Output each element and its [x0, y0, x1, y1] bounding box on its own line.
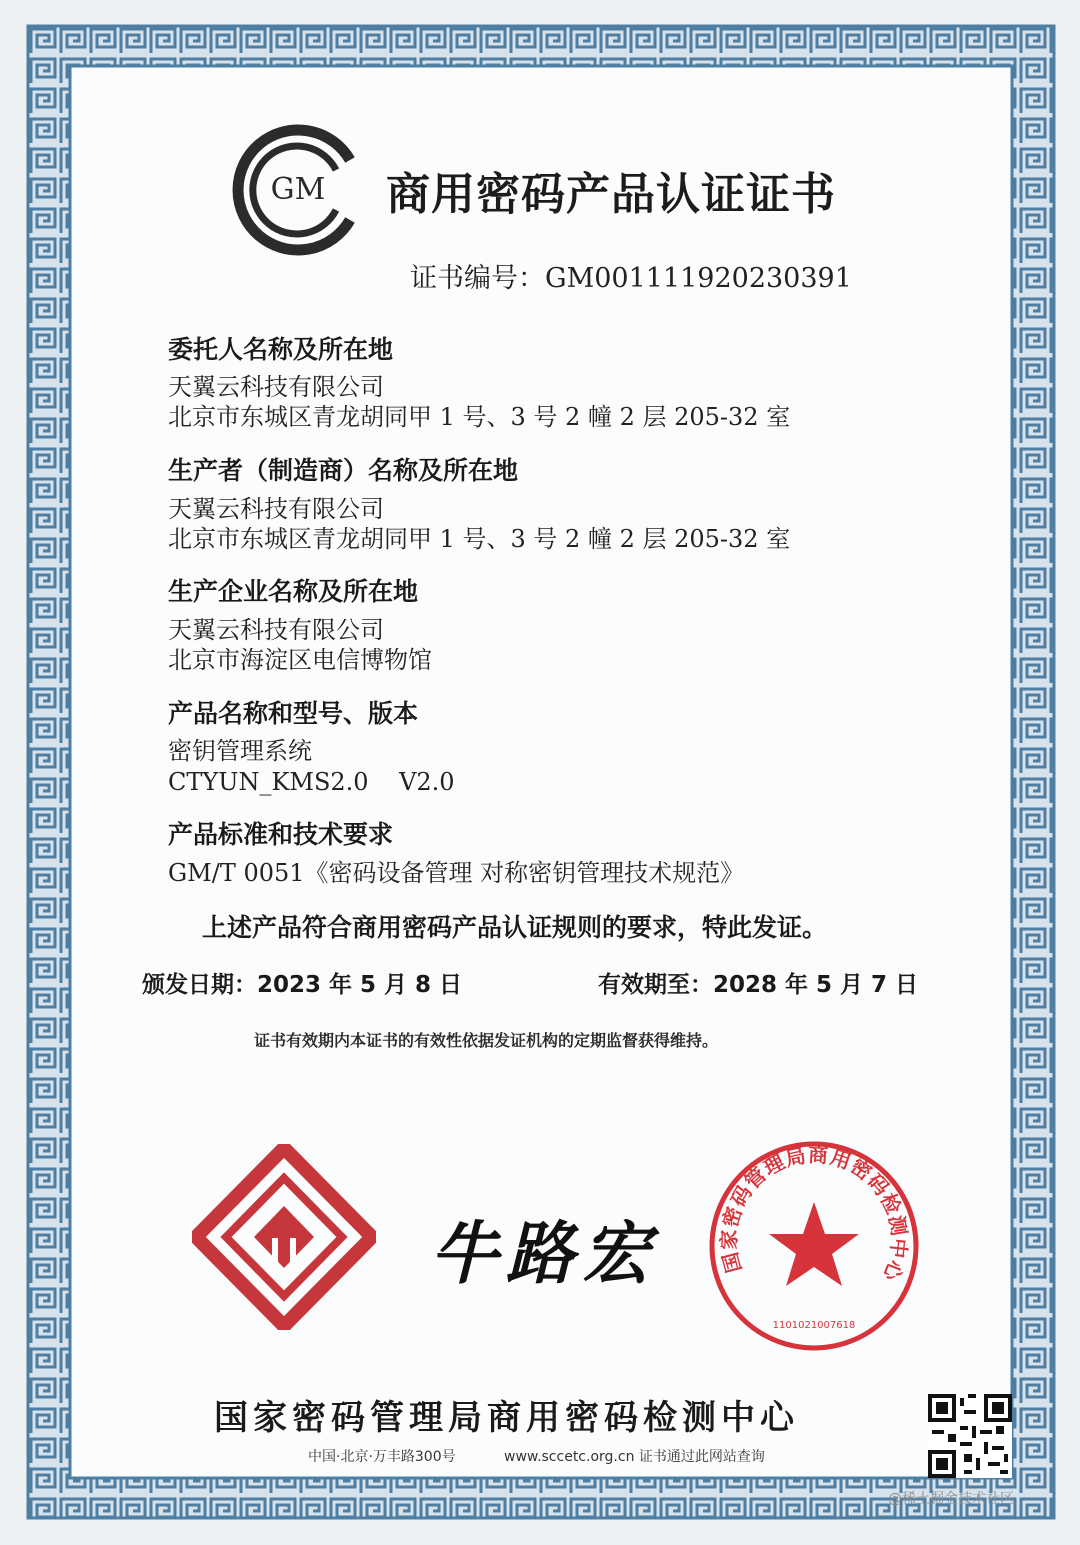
section-line: 北京市东城区青龙胡同甲 1 号、3 号 2 幢 2 层 205-32 室	[168, 525, 791, 553]
seal-number: 1101021007618	[772, 1320, 856, 1331]
section-line: 天翼云科技有限公司	[168, 373, 384, 401]
issuing-authority: 国家密码管理局商用密码检测中心	[214, 1398, 799, 1438]
certificate-number-label: 证书编号：	[410, 263, 545, 294]
footer-website: www.sccetc.org.cn 证书通过此网站查询	[504, 1449, 765, 1465]
conformity-statement: 上述产品符合商用密码产品认证规则的要求，特此发证。	[202, 913, 828, 942]
seal-text: 国家密码管理局商用密码检测中心	[716, 1142, 912, 1286]
certificate-number-value: GM001111920230391	[545, 263, 852, 294]
section-heading-product: 产品名称和型号、版本	[168, 699, 419, 728]
certificate-number	[410, 256, 852, 295]
issue-date: 颁发日期：2023 年 5 月 8 日	[142, 972, 463, 998]
official-seal-icon	[706, 1138, 922, 1354]
qr-code-icon	[928, 1394, 1012, 1478]
watermark-text: @稀土掘金技术社区	[888, 1491, 1014, 1507]
section-heading-production: 生产企业名称及所在地	[168, 577, 419, 606]
section-line: 北京市海淀区电信博物馆	[168, 646, 432, 674]
section-line: 天翼云科技有限公司	[168, 495, 384, 523]
section-heading-client: 委托人名称及所在地	[168, 335, 394, 364]
section-heading-standard: 产品标准和技术要求	[168, 820, 394, 849]
director-signature: 牛路宏	[430, 1214, 659, 1294]
section-line: 天翼云科技有限公司	[168, 616, 384, 644]
validity-note: 证书有效期内本证书的有效性依据发证机构的定期监督获得维持。	[254, 1031, 719, 1050]
section-line: 密钥管理系统	[168, 737, 312, 765]
authority-emblem-icon	[192, 1144, 376, 1330]
section-heading-manufacturer: 生产者（制造商）名称及所在地	[168, 456, 519, 485]
certificate-title: 商用密码产品认证证书	[386, 169, 836, 220]
gm-logo-icon	[228, 120, 368, 260]
section-line: 北京市东城区青龙胡同甲 1 号、3 号 2 幢 2 层 205-32 室	[168, 403, 791, 431]
expiry-date: 有效期至：2028 年 5 月 7 日	[598, 972, 919, 998]
section-line: CTYUN_KMS2.0 V2.0	[168, 768, 455, 796]
section-line: GM/T 0051《密码设备管理 对称密钥管理技术规范》	[168, 859, 745, 887]
footer-address: 中国·北京·万丰路300号	[308, 1449, 456, 1465]
gm-logo-text: GM	[270, 172, 326, 207]
